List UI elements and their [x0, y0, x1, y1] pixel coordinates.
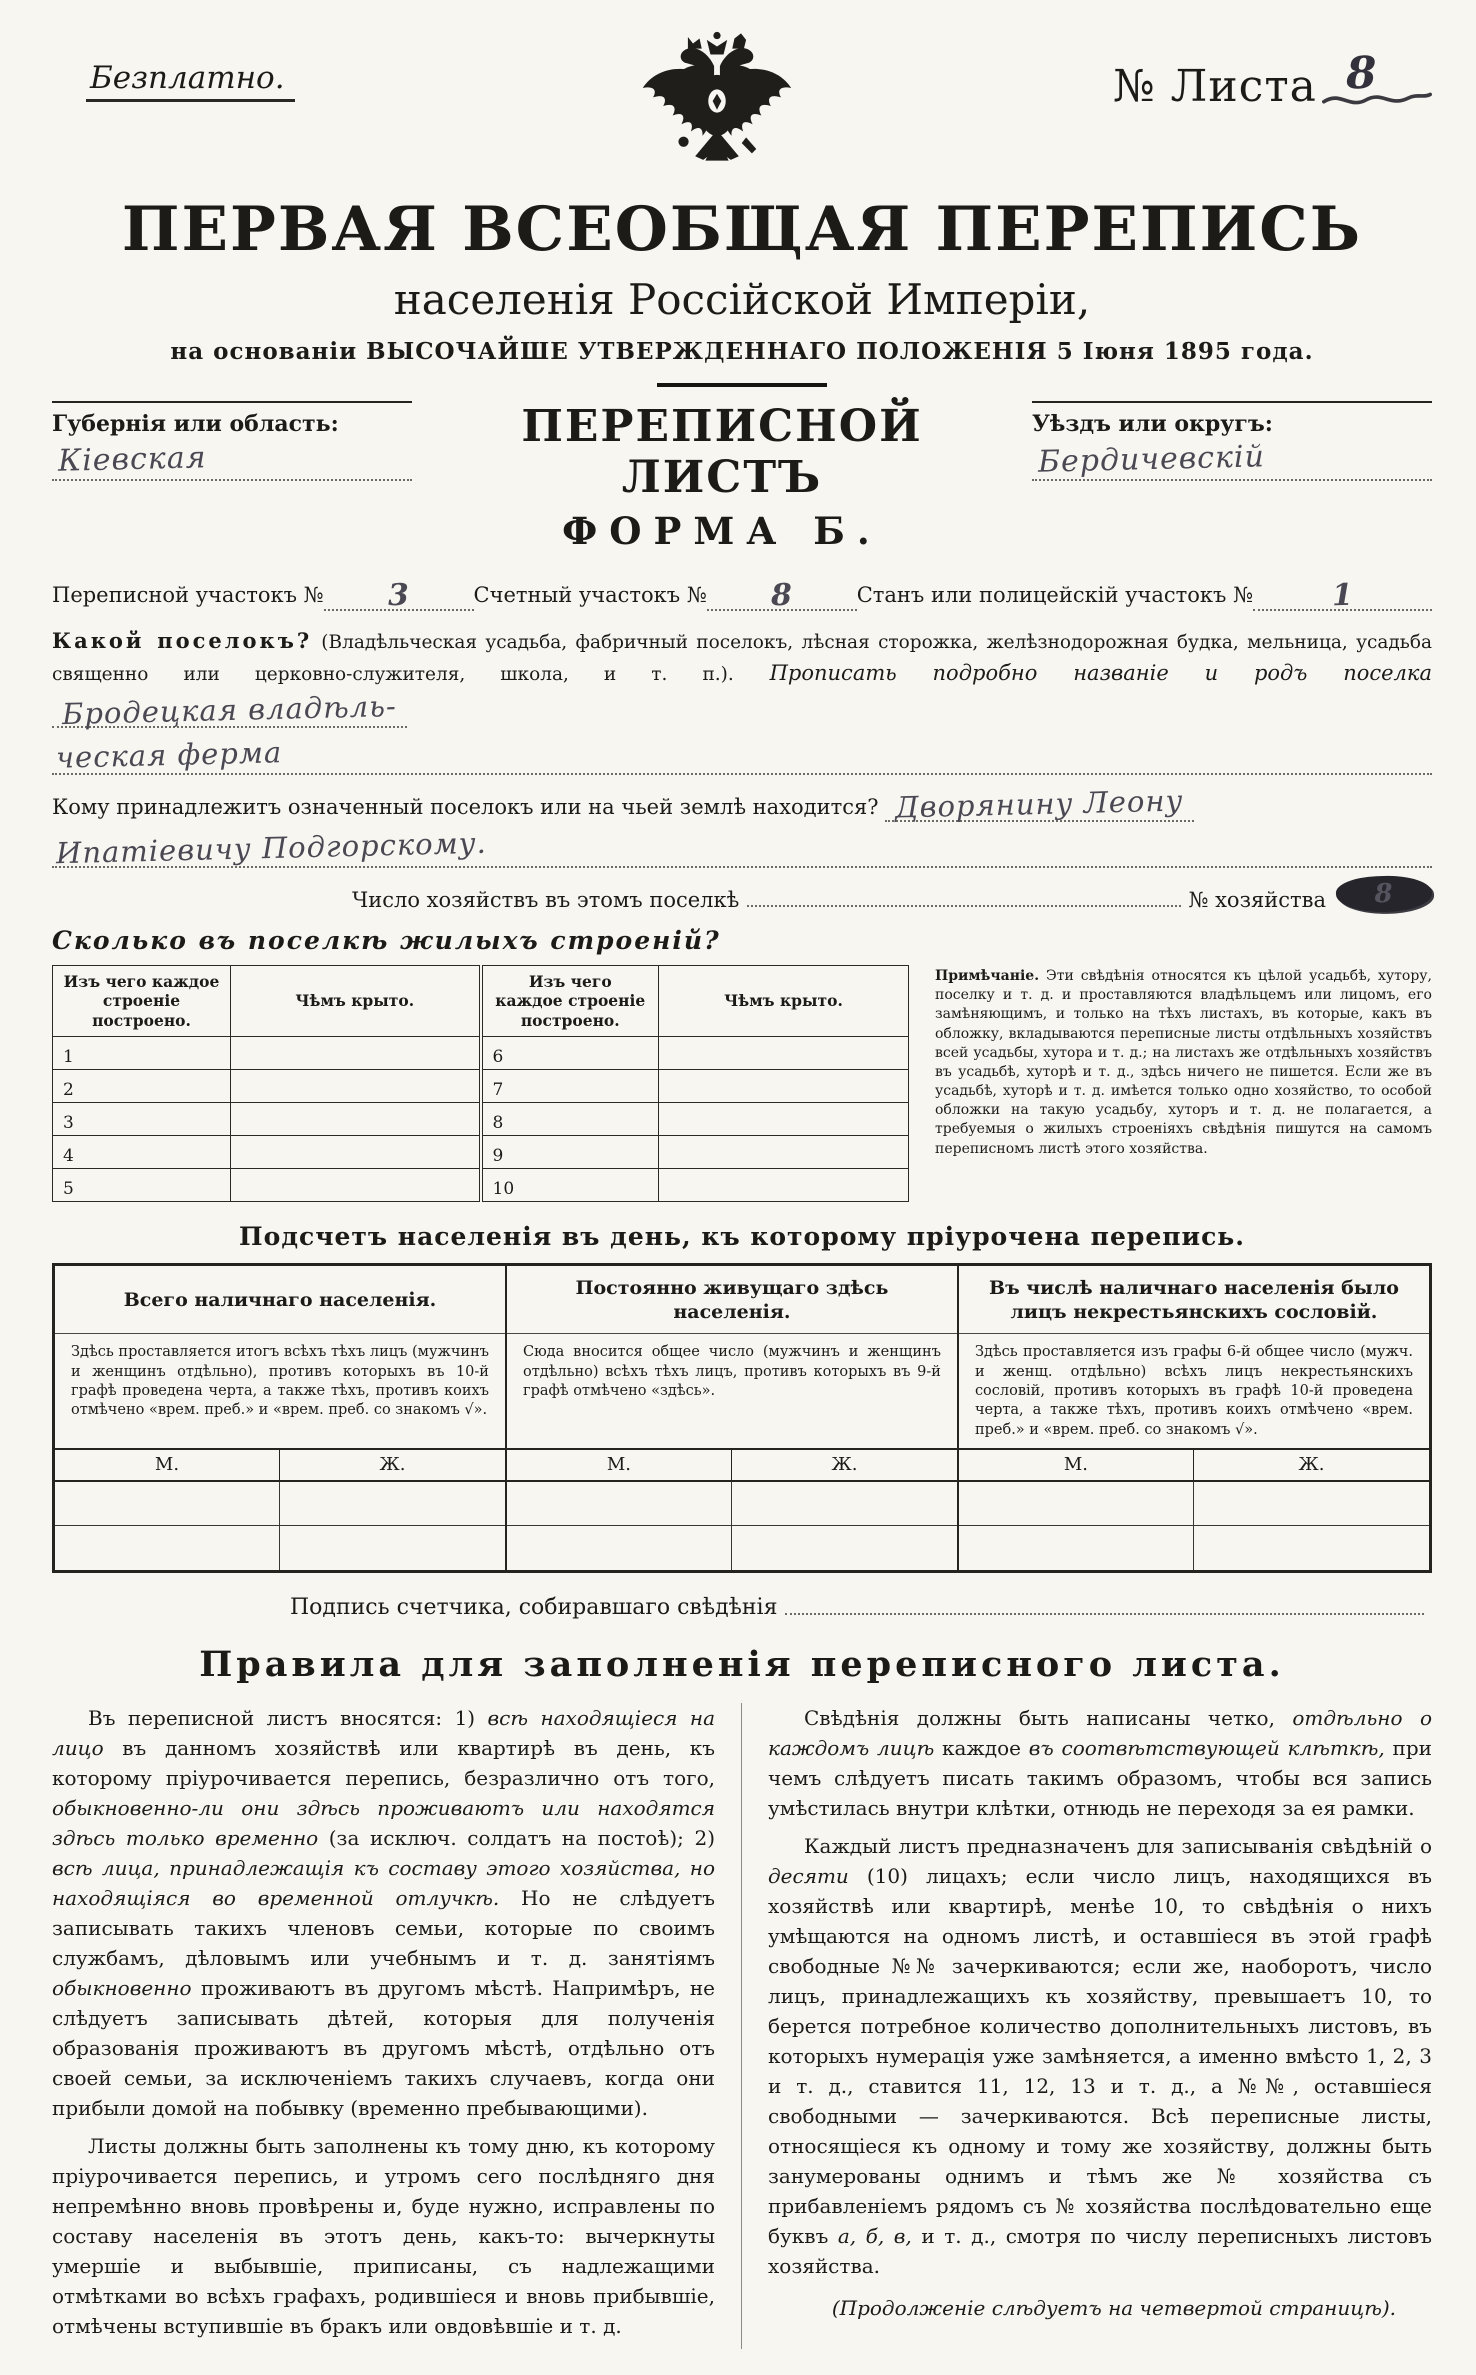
page-title: ПЕРВАЯ ВСЕОБЩАЯ ПЕРЕПИСЬ: [121, 194, 1363, 265]
owner-name-field: [885, 782, 1193, 825]
buildings-entry-cell: [659, 1037, 909, 1070]
settlement-type-note: (Владѣльческая усадьба, фабричный поселокъ, лѣсная сторожка, желѣзнодорожная будка, мельница, усадьба священно или церковно-служителя, школа, и т. п.).: [52, 632, 1432, 685]
buildings-row-number: 4: [53, 1136, 231, 1169]
double-headed-eagle-icon: [637, 26, 797, 176]
buildings-row-number: 2: [53, 1070, 231, 1103]
rules-left-column: [52, 1703, 742, 2349]
buildings-row-number: 1: [53, 1037, 231, 1070]
household-number-blot: [1335, 874, 1432, 913]
province-label: Губернія или область:: [52, 411, 339, 437]
population-entry-cell: [1194, 1482, 1429, 1526]
rules-heading: Правила для заполненія переписного листа.: [199, 1644, 1285, 1686]
settlement-instruction: Прописать подробно названіе и родъ поселка: [769, 660, 1432, 685]
buildings-note: [935, 965, 1432, 1159]
divider-rule: [657, 383, 827, 387]
buildings-row-number: 7: [481, 1070, 659, 1103]
population-entry-rows: [959, 1482, 1429, 1570]
buildings-note-text: Эти свѣдѣнія относятся къ цѣлой усадьбѣ, хутору, поселку и т. д. и проставляются владѣльцемъ или лицомъ, его замѣняющимъ, и только на тѣхъ листахъ, въ которые, какъ въ обложку, вкладываются переписные листы отдѣльныхъ хозяйствъ всей усадьбы, хутора и т. д.; на листахъ же отдѣльныхъ хозяйствъ въ усадьбѣ, хуторѣ и т. д., здѣсь ничего не пишется. Если же въ усадьбѣ, хуторѣ и т. д. имѣется только одно хозяйство, то особой обложки на такую усадьбу, хуторъ и т. д. не полагается, а требуемыя о жилыхъ строеніяхъ свѣдѣнія пишутся на самомъ переписномъ листѣ этого хозяйства.: [935, 968, 1432, 1157]
population-entry-cell: [732, 1482, 957, 1526]
emblem-block: [432, 26, 1002, 176]
population-column-description: Здѣсь проставляется итогъ всѣхъ тѣхъ лицъ (мужчинъ и женщинъ отдѣльно), противъ которыхъ въ 10-й графѣ проведена черта, а также тѣхъ, противъ коихъ отмѣчено «врем. преб.» и «врем. преб. со знакомъ √».: [71, 1344, 489, 1419]
precinct-row: [52, 571, 1432, 614]
male-female-subheader: [507, 1448, 957, 1482]
rules-paragraph: Въ переписной листъ вносятся: 1) всѣ находящіеся на лицо въ данномъ хозяйствѣ или квартирѣ въ день, къ которому пріурочивается перепись, безразлично отъ того, обыкновенно-ли они здѣсь проживаютъ или находятся здѣсь только временно (за исключ. солдатъ на постоѣ); 2) всѣ лица, принадлежащія къ составу этого хозяйства, но находящіяся во временной отлучкѣ. Но не слѣдуетъ записывать такихъ членовъ семьи, которые по своимъ службамъ, дѣловымъ или учебнымъ и т. д. занятіямъ обыкновенно проживаютъ въ другомъ мѣстѣ. Напримѣръ, не слѣдуетъ записывать дѣтей, которыя для полученія образованія проживаютъ въ другомъ мѣстѣ, отдѣльно отъ своей семьи, за исключеніемъ такихъ случаевъ, когда они прибыли домой на побывку (временно пребывающими).: [52, 1706, 716, 2121]
buildings-table-row: [53, 1037, 909, 1070]
province-fill-line: [52, 437, 412, 481]
buildings-row-number: 6: [481, 1037, 659, 1070]
population-entry-cell: [959, 1526, 1194, 1570]
population-entry-cell: [507, 1482, 732, 1526]
population-entry-rows: [507, 1482, 957, 1570]
census-precinct-value: 3: [387, 577, 410, 614]
population-entry-cell: [1194, 1526, 1429, 1570]
buildings-entry-cell: [231, 1136, 481, 1169]
buildings-entry-cell: [659, 1070, 909, 1103]
sheet-number-value: 8: [1345, 47, 1379, 100]
settlement-question: Какой поселокъ?: [52, 628, 313, 653]
form-subtitle: ФОРМА Б.: [562, 509, 882, 553]
buildings-entry-cell: [231, 1037, 481, 1070]
owner-block: [52, 783, 1432, 827]
buildings-row-number: 9: [481, 1136, 659, 1169]
census-precinct-blank: [324, 571, 474, 614]
buildings-col-roof-left: Чѣмъ крыто.: [231, 966, 481, 1037]
rules-paragraph: Свѣдѣнія должны быть написаны четко, отдѣльно о каждомъ лицѣ каждое въ соотвѣтствующей клѣткѣ, при чемъ слѣдуетъ писать такимъ образомъ, чтобы вся запись умѣстилась внутри клѣтки, отнюдь не переходя за ея рамки.: [768, 1706, 1432, 1821]
settlement-name-line1: Бродецкая владѣль-: [61, 688, 398, 732]
population-section-title: Подсчетъ населенія въ день, къ которому пріурочена перепись.: [239, 1222, 1245, 1252]
population-column-header: Всего наличнаго населенія.: [55, 1266, 505, 1334]
population-column-present: [55, 1266, 507, 1570]
population-column-resident: [507, 1266, 959, 1570]
population-entry-rows: [55, 1482, 505, 1570]
settlement-name-line2: ческая ферма: [55, 734, 283, 775]
owner-value-line1: Дворянину Леону: [894, 782, 1184, 825]
rules-paragraph: Листы должны быть заполнены къ тому дню, къ которому пріурочивается перепись, и утромъ сего послѣдняго дня непремѣнно вновь провѣрены и, буде нужно, исправлены по составу населенія въ этотъ день, какъ-то: вычеркнуты умершіе и выбывшіе, приписаны, съ надлежащими отмѣтками во всѣхъ графахъ, родившіеся и вновь прибывшіе, отмѣчены вступившіе въ бракъ или овдовѣвшіе и т. д.: [52, 2134, 715, 2339]
population-entry-cell: [732, 1526, 957, 1570]
household-number-value: 8: [1373, 878, 1395, 910]
owner-question: Кому принадлежитъ означенный поселокъ или на чьей землѣ находится?: [52, 794, 879, 819]
police-precinct-blank: [1253, 571, 1432, 614]
female-column-label: Ж.: [1298, 1454, 1325, 1476]
page-subtitle: населенія Россійской Имперіи,: [393, 275, 1091, 324]
census-precinct-label: Переписной участокъ №: [52, 583, 324, 607]
buildings-entry-cell: [659, 1169, 909, 1202]
male-female-subheader: [55, 1448, 505, 1482]
free-of-charge-block: [52, 26, 432, 102]
buildings-section: [52, 965, 1432, 1202]
buildings-note-label: Примѣчаніе.: [935, 968, 1040, 984]
sheet-number-block: [1002, 26, 1432, 112]
buildings-col-built-right: Изъ чего каждое строеніе построено.: [481, 966, 659, 1037]
rules-right-column: [742, 1703, 1432, 2349]
male-column-label: М.: [959, 1450, 1194, 1480]
settlement-name-field: [52, 688, 407, 732]
police-precinct-value: 1: [1331, 577, 1354, 614]
enumerator-signature-blank: [785, 1613, 1424, 1615]
population-entry-cell: [507, 1526, 732, 1570]
page-header: [52, 26, 1432, 184]
counting-precinct-value: 8: [770, 577, 794, 614]
counting-precinct-label: Счетный участокъ №: [473, 583, 707, 607]
basis-line: на основаніи ВЫСОЧАЙШЕ УТВЕРЖДЕННАГО ПОЛОЖЕНІЯ 5 Іюня 1895 года.: [170, 338, 1314, 365]
population-column-header: Постоянно живущаго здѣсь населенія.: [507, 1266, 957, 1334]
owner-value-line2-field: [52, 825, 1432, 871]
households-row: [52, 876, 1432, 912]
buildings-table-row: [53, 1169, 909, 1202]
male-female-subheader: [959, 1448, 1429, 1482]
population-entry-cell: [280, 1482, 505, 1526]
buildings-row-number: 3: [53, 1103, 231, 1136]
enumerator-signature-row: [52, 1595, 1432, 1620]
population-column-description: Здѣсь проставляется изъ графы 6-й общее число (мужч. и женщ. отдѣльно) всѣхъ лицъ некрестьянскихъ сословій, противъ которыхъ въ графѣ 10-й проведена черта, а также тѣхъ, противъ коихъ отмѣчено «врем. преб.» и «врем. преб. со знакомъ √».: [974, 1344, 1413, 1438]
households-count-label: Число хозяйствъ въ этомъ поселкѣ: [352, 888, 740, 912]
population-column-description: Сюда вносится общее число (мужчинъ и женщинъ отдѣльно) всѣхъ тѣхъ лицъ, противъ которыхъ въ 9-й графѣ отмѣчено «здѣсь».: [522, 1344, 941, 1399]
district-label: Уѣздъ или округъ:: [1032, 411, 1273, 437]
population-table: [52, 1263, 1432, 1573]
population-entry-cell: [55, 1526, 280, 1570]
sheet-number-label: № Листа: [1113, 61, 1317, 112]
settlement-name-line2-field: [52, 735, 1432, 775]
free-of-charge-label: Безплатно.: [86, 60, 295, 102]
province-box: [52, 401, 412, 481]
population-entry-cell: [959, 1482, 1194, 1526]
buildings-entry-cell: [659, 1103, 909, 1136]
households-count-blank: [747, 905, 1180, 907]
counting-precinct-blank: [707, 571, 857, 614]
police-precinct-label: Станъ или полицейскій участокъ №: [856, 583, 1253, 607]
buildings-row-number: 8: [481, 1103, 659, 1136]
buildings-row-number: 5: [53, 1169, 231, 1202]
buildings-entry-cell: [231, 1070, 481, 1103]
rules-section: [52, 1703, 1432, 2349]
buildings-col-built-left: Изъ чего каждое строеніе построено.: [53, 966, 231, 1037]
buildings-entry-cell: [231, 1169, 481, 1202]
district-fill-line: [1032, 437, 1432, 481]
buildings-table: [52, 965, 909, 1202]
buildings-table-row: [53, 1103, 909, 1136]
population-entry-cell: [280, 1526, 505, 1570]
buildings-entry-cell: [231, 1103, 481, 1136]
buildings-table-row: [53, 1136, 909, 1169]
sheet-number-field: [1322, 47, 1432, 112]
province-value: Кіевская: [57, 440, 207, 479]
form-title: ПЕРЕПИСНОЙ ЛИСТЪ: [521, 401, 923, 503]
district-value: Бердичевскій: [1037, 439, 1266, 480]
buildings-table-row: [53, 1070, 909, 1103]
female-column-label: Ж.: [379, 1454, 406, 1476]
district-box: [1032, 401, 1432, 481]
buildings-header-row: [53, 966, 909, 1037]
buildings-entry-cell: [659, 1136, 909, 1169]
male-column-label: М.: [507, 1450, 732, 1480]
enumerator-signature-label: Подпись счетчика, собиравшаго свѣдѣнія: [290, 1595, 778, 1621]
population-column-nonpeasant: [959, 1266, 1429, 1570]
form-head: [52, 401, 1432, 553]
settlement-block: [52, 625, 1432, 733]
continuation-note: (Продолженіе слѣдуетъ на четвертой страницѣ).: [831, 2296, 1396, 2321]
buildings-row-number: 10: [481, 1169, 659, 1202]
household-number-label: № хозяйства: [1188, 888, 1326, 912]
population-entry-cell: [55, 1482, 280, 1526]
rules-paragraph: Каждый листъ предназначенъ для записыванія свѣдѣній о десяти (10) лицахъ; если число лицъ, находящихся въ хозяйствѣ или квартирѣ, менѣе 10, то свѣдѣнія о нихъ умѣщаются на одномъ листѣ, и оставшіеся въ этой графѣ свободные №№ зачеркиваются; если же, наоборотъ, число лицъ, принадлежащихъ къ хозяйству, превышаетъ 10, то берется потребное количество дополнительныхъ листовъ, въ которыхъ нумерація уже замѣняется, а именно вмѣсто 1, 2, 3 и т. д., ставится 11, 12, 13 и т. д., а №№, оставшіеся свободными — зачеркиваются. Всѣ переписные листы, относящіеся къ одному и тому же хозяйству, должны быть занумерованы однимъ и тѣмъ же № хозяйства съ прибавленіемъ рядомъ съ № хозяйства послѣдовательно еще буквъ а, б, в, и т. д., смотря по числу переписныхъ листовъ хозяйства.: [768, 1834, 1433, 2279]
male-column-label: М.: [55, 1450, 280, 1480]
form-title-block: [446, 401, 998, 553]
buildings-question: Сколько въ поселкѣ жилыхъ строеній?: [52, 926, 721, 955]
owner-value-line2: Ипатіевичу Подгорскому.: [55, 825, 488, 871]
female-column-label: Ж.: [831, 1454, 858, 1476]
buildings-col-roof-right: Чѣмъ крыто.: [659, 966, 909, 1037]
population-column-header: Въ числѣ наличнаго населенія было лицъ некрестьянскихъ сословій.: [959, 1266, 1429, 1334]
